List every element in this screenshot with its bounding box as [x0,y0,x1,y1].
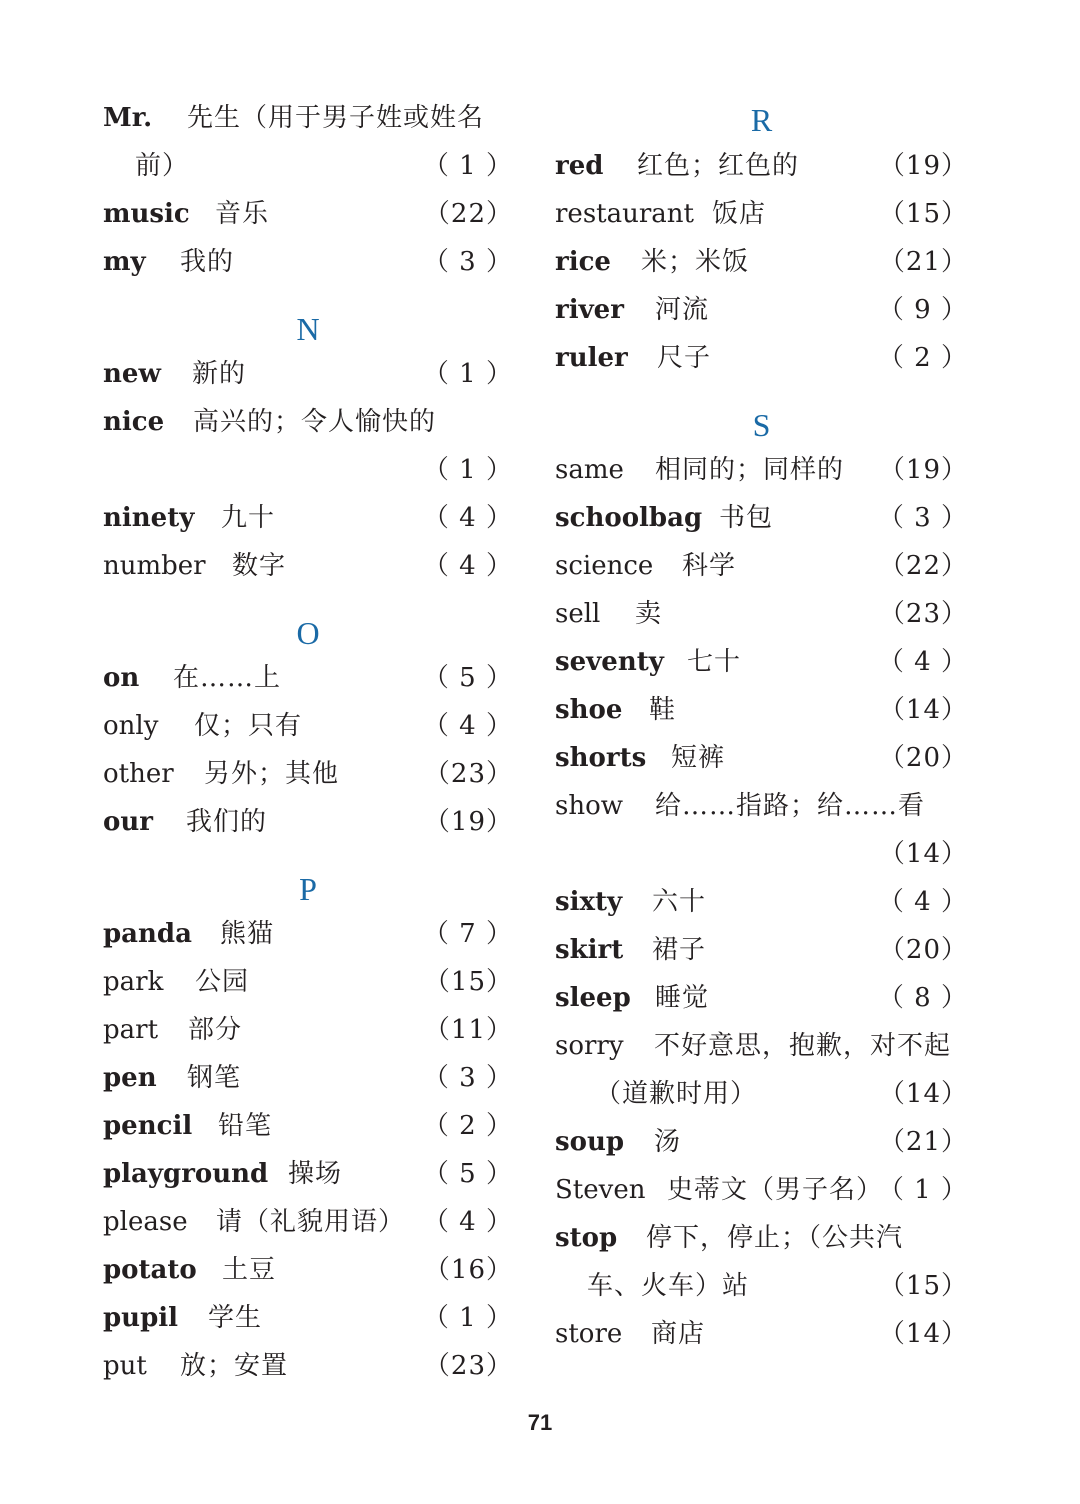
entry-word: soup [555,1127,625,1157]
section-letter-r: R [750,102,773,138]
entry-please [103,1198,513,1246]
entry-word: put [103,1351,147,1381]
entry-page: （21） [878,1127,968,1157]
entry-meaning: 史蒂文（男子名） [667,1175,884,1205]
entry-word: red [555,151,604,181]
entry-pencil [103,1102,513,1150]
entry-meaning: 米；米饭 [641,247,750,277]
entry-word: Mr. [103,103,153,133]
entry-page: （ 5 ） [422,1159,513,1189]
entry-meaning: 先生（用于男子姓或姓名 [187,103,485,133]
entry-science [555,542,968,590]
entry-word: ruler [555,343,628,373]
entry-meaning: 尺子 [657,343,712,373]
entry-meaning: 河流 [655,295,710,325]
section-letter-n: N [296,311,320,347]
entry-page: （ 2 ） [422,1111,513,1141]
entry-page: （19） [423,807,513,837]
entry-sixty [555,878,968,926]
entry-word: sorry [555,1031,624,1061]
entry-page: （ 9 ） [877,295,968,325]
entry-meaning: 在……上 [173,663,282,693]
entry-nice-page-line [103,446,513,494]
entry-page: （23） [423,759,513,789]
entry-page: （ 3 ） [422,247,513,277]
entry-meaning: 钢笔 [187,1063,242,1093]
page-number: 71 [527,1410,553,1435]
entry-page: （19） [878,151,968,181]
entry-number [103,542,513,590]
entry-word: schoolbag [555,503,703,533]
entry-page: （ 7 ） [422,919,513,949]
entry-meaning: 六十 [652,887,707,917]
entry-page: （ 5 ） [422,663,513,693]
entry-meaning: 卖 [635,599,663,629]
entry-meaning-continued: 车、火车）站 [587,1271,750,1301]
entry-word: shoe [555,695,623,725]
section-letter-o: O [296,615,320,651]
entry-word: sixty [555,887,623,917]
entry-word: ninety [103,503,195,533]
entry-meaning: 给……指路；给……看 [655,791,926,821]
entry-show-page-line [555,830,968,878]
entry-meaning: 音乐 [215,199,270,229]
entry-soup [555,1118,968,1166]
entry-meaning-continued: 前） [135,151,190,181]
entry-page: （14） [878,1079,968,1109]
entry-only [103,702,513,750]
entry-park [103,958,513,1006]
entry-meaning: 另外；其他 [204,759,340,789]
entry-new [103,350,513,398]
entry-meaning: 我们的 [186,807,268,837]
entry-meaning: 放；安置 [180,1351,289,1381]
entry-word: nice [103,407,165,437]
entry-meaning: 短裤 [671,743,726,773]
entry-word: same [555,455,624,485]
entry-stop [555,1214,968,1262]
entry-page: （14） [878,695,968,725]
entry-pen [103,1054,513,1102]
entry-page: （ 1 ） [422,359,513,389]
entry-ninety [103,494,513,542]
entry-rice [555,238,968,286]
entry-page: （22） [878,551,968,581]
entry-word: shorts [555,743,647,773]
entry-page: （ 4 ） [877,887,968,917]
entry-mr-continued [103,142,513,190]
entry-page: （ 8 ） [877,983,968,1013]
entry-word: river [555,295,624,325]
entry-page: （ 1 ） [422,1303,513,1333]
entry-nice [103,398,513,446]
entry-word: pencil [103,1111,193,1141]
entry-page: （21） [878,247,968,277]
entry-word: playground [103,1159,269,1189]
entry-shoe [555,686,968,734]
entry-page: （19） [878,455,968,485]
entry-page: （ 1 ） [422,455,513,485]
entry-meaning: 新的 [192,359,247,389]
entry-stop-continued [555,1262,968,1310]
entry-word: Steven [555,1175,646,1205]
entry-meaning: 商店 [651,1319,706,1349]
entry-word: potato [103,1255,197,1285]
entry-word: new [103,359,161,389]
entry-word: music [103,199,190,229]
section-letter-s: S [752,407,771,443]
entry-meaning: 请（礼貌用语） [216,1207,406,1237]
entry-show [555,782,968,830]
entry-meaning: 九十 [221,503,276,533]
entry-word: restaurant [555,199,694,229]
entry-page: （14） [878,839,968,869]
entry-word: stop [555,1223,618,1253]
entry-meaning: 书包 [719,503,774,533]
entry-word: pen [103,1063,157,1093]
entry-music [103,190,513,238]
entry-sell [555,590,968,638]
entry-potato [103,1246,513,1294]
entry-meaning: 高兴的；令人愉快的 [193,407,437,437]
entry-page: （14） [878,1319,968,1349]
entry-word: please [103,1207,188,1237]
entry-page: （ 2 ） [877,343,968,373]
entry-store [555,1310,968,1358]
entry-word: sleep [555,983,631,1013]
entry-word: other [103,759,174,789]
entry-page: （ 1 ） [877,1175,968,1205]
entry-meaning: 裙子 [652,935,707,965]
entry-meaning: 汤 [654,1127,682,1157]
entry-page: （15） [878,199,968,229]
entry-same [555,446,968,494]
entry-meaning: 饭店 [712,199,767,229]
entry-page: （ 4 ） [422,503,513,533]
entry-my [103,238,513,286]
entry-panda [103,910,513,958]
entry-word: part [103,1015,159,1045]
entry-word: park [103,967,164,997]
entry-page: （16） [423,1255,513,1285]
entry-part [103,1006,513,1054]
entry-meaning: 我的 [180,247,235,277]
entry-page: （15） [423,967,513,997]
entry-on [103,654,513,702]
entry-our [103,798,513,846]
entry-word: number [103,551,206,581]
entry-skirt [555,926,968,974]
entry-page: （20） [878,743,968,773]
entry-word: pupil [103,1303,179,1333]
entry-seventy [555,638,968,686]
entry-meaning: 鞋 [649,695,677,725]
entry-word: only [103,711,159,741]
entry-playground [103,1150,513,1198]
entry-meaning: 部分 [188,1015,243,1045]
entry-meaning: 公园 [195,967,250,997]
entry-ruler [555,334,968,382]
entry-page: （23） [878,599,968,629]
entry-page: （22） [423,199,513,229]
entry-meaning: 停下，停止；（公共汽 [646,1223,904,1253]
entry-sleep [555,974,968,1022]
entry-meaning: 操场 [288,1159,343,1189]
entry-page: （ 4 ） [422,1207,513,1237]
entry-page: （ 4 ） [422,711,513,741]
entry-mr [103,94,513,142]
entry-page: （ 1 ） [422,151,513,181]
entry-meaning: 土豆 [222,1255,277,1285]
entry-word: show [555,791,623,821]
entry-page: （ 4 ） [422,551,513,581]
entry-word: panda [103,919,192,949]
entry-other [103,750,513,798]
entry-meaning: 数字 [232,551,287,581]
entry-meaning: 不好意思，抱歉，对不起 [654,1031,952,1061]
entry-meaning: 铅笔 [218,1111,273,1141]
entry-steven [555,1166,968,1214]
entry-word: sell [555,599,601,629]
entry-meaning: 熊猫 [220,919,275,949]
entry-shorts [555,734,968,782]
entry-meaning: 仅；只有 [194,711,303,741]
entry-page: （20） [878,935,968,965]
entry-page: （ 3 ） [877,503,968,533]
entry-word: rice [555,247,611,277]
entry-page: （23） [423,1351,513,1381]
entry-page: （ 4 ） [877,647,968,677]
entry-page: （ 3 ） [422,1063,513,1093]
entry-restaurant [555,190,968,238]
entry-meaning: 相同的；同样的 [655,455,845,485]
entry-sorry-continued [555,1070,968,1118]
entry-word: science [555,551,654,581]
entry-put [103,1342,513,1390]
entry-sorry [555,1022,968,1070]
entry-word: on [103,663,140,693]
entry-pupil [103,1294,513,1342]
entry-meaning: 学生 [208,1303,263,1333]
entry-meaning-continued: （道歉时用） [595,1079,758,1109]
entry-word: my [103,247,146,277]
entry-red [555,142,968,190]
entry-meaning: 红色；红色的 [637,151,800,181]
entry-page: （11） [423,1015,513,1045]
entry-meaning: 七十 [687,647,742,677]
entry-meaning: 科学 [682,551,737,581]
entry-schoolbag [555,494,968,542]
entry-word: seventy [555,647,664,677]
entry-word: store [555,1319,623,1349]
entry-meaning: 睡觉 [655,983,710,1013]
entry-word: skirt [555,935,624,965]
entry-word: our [103,807,153,837]
entry-river [555,286,968,334]
section-letter-p: P [299,871,317,907]
entry-page: （15） [878,1271,968,1301]
